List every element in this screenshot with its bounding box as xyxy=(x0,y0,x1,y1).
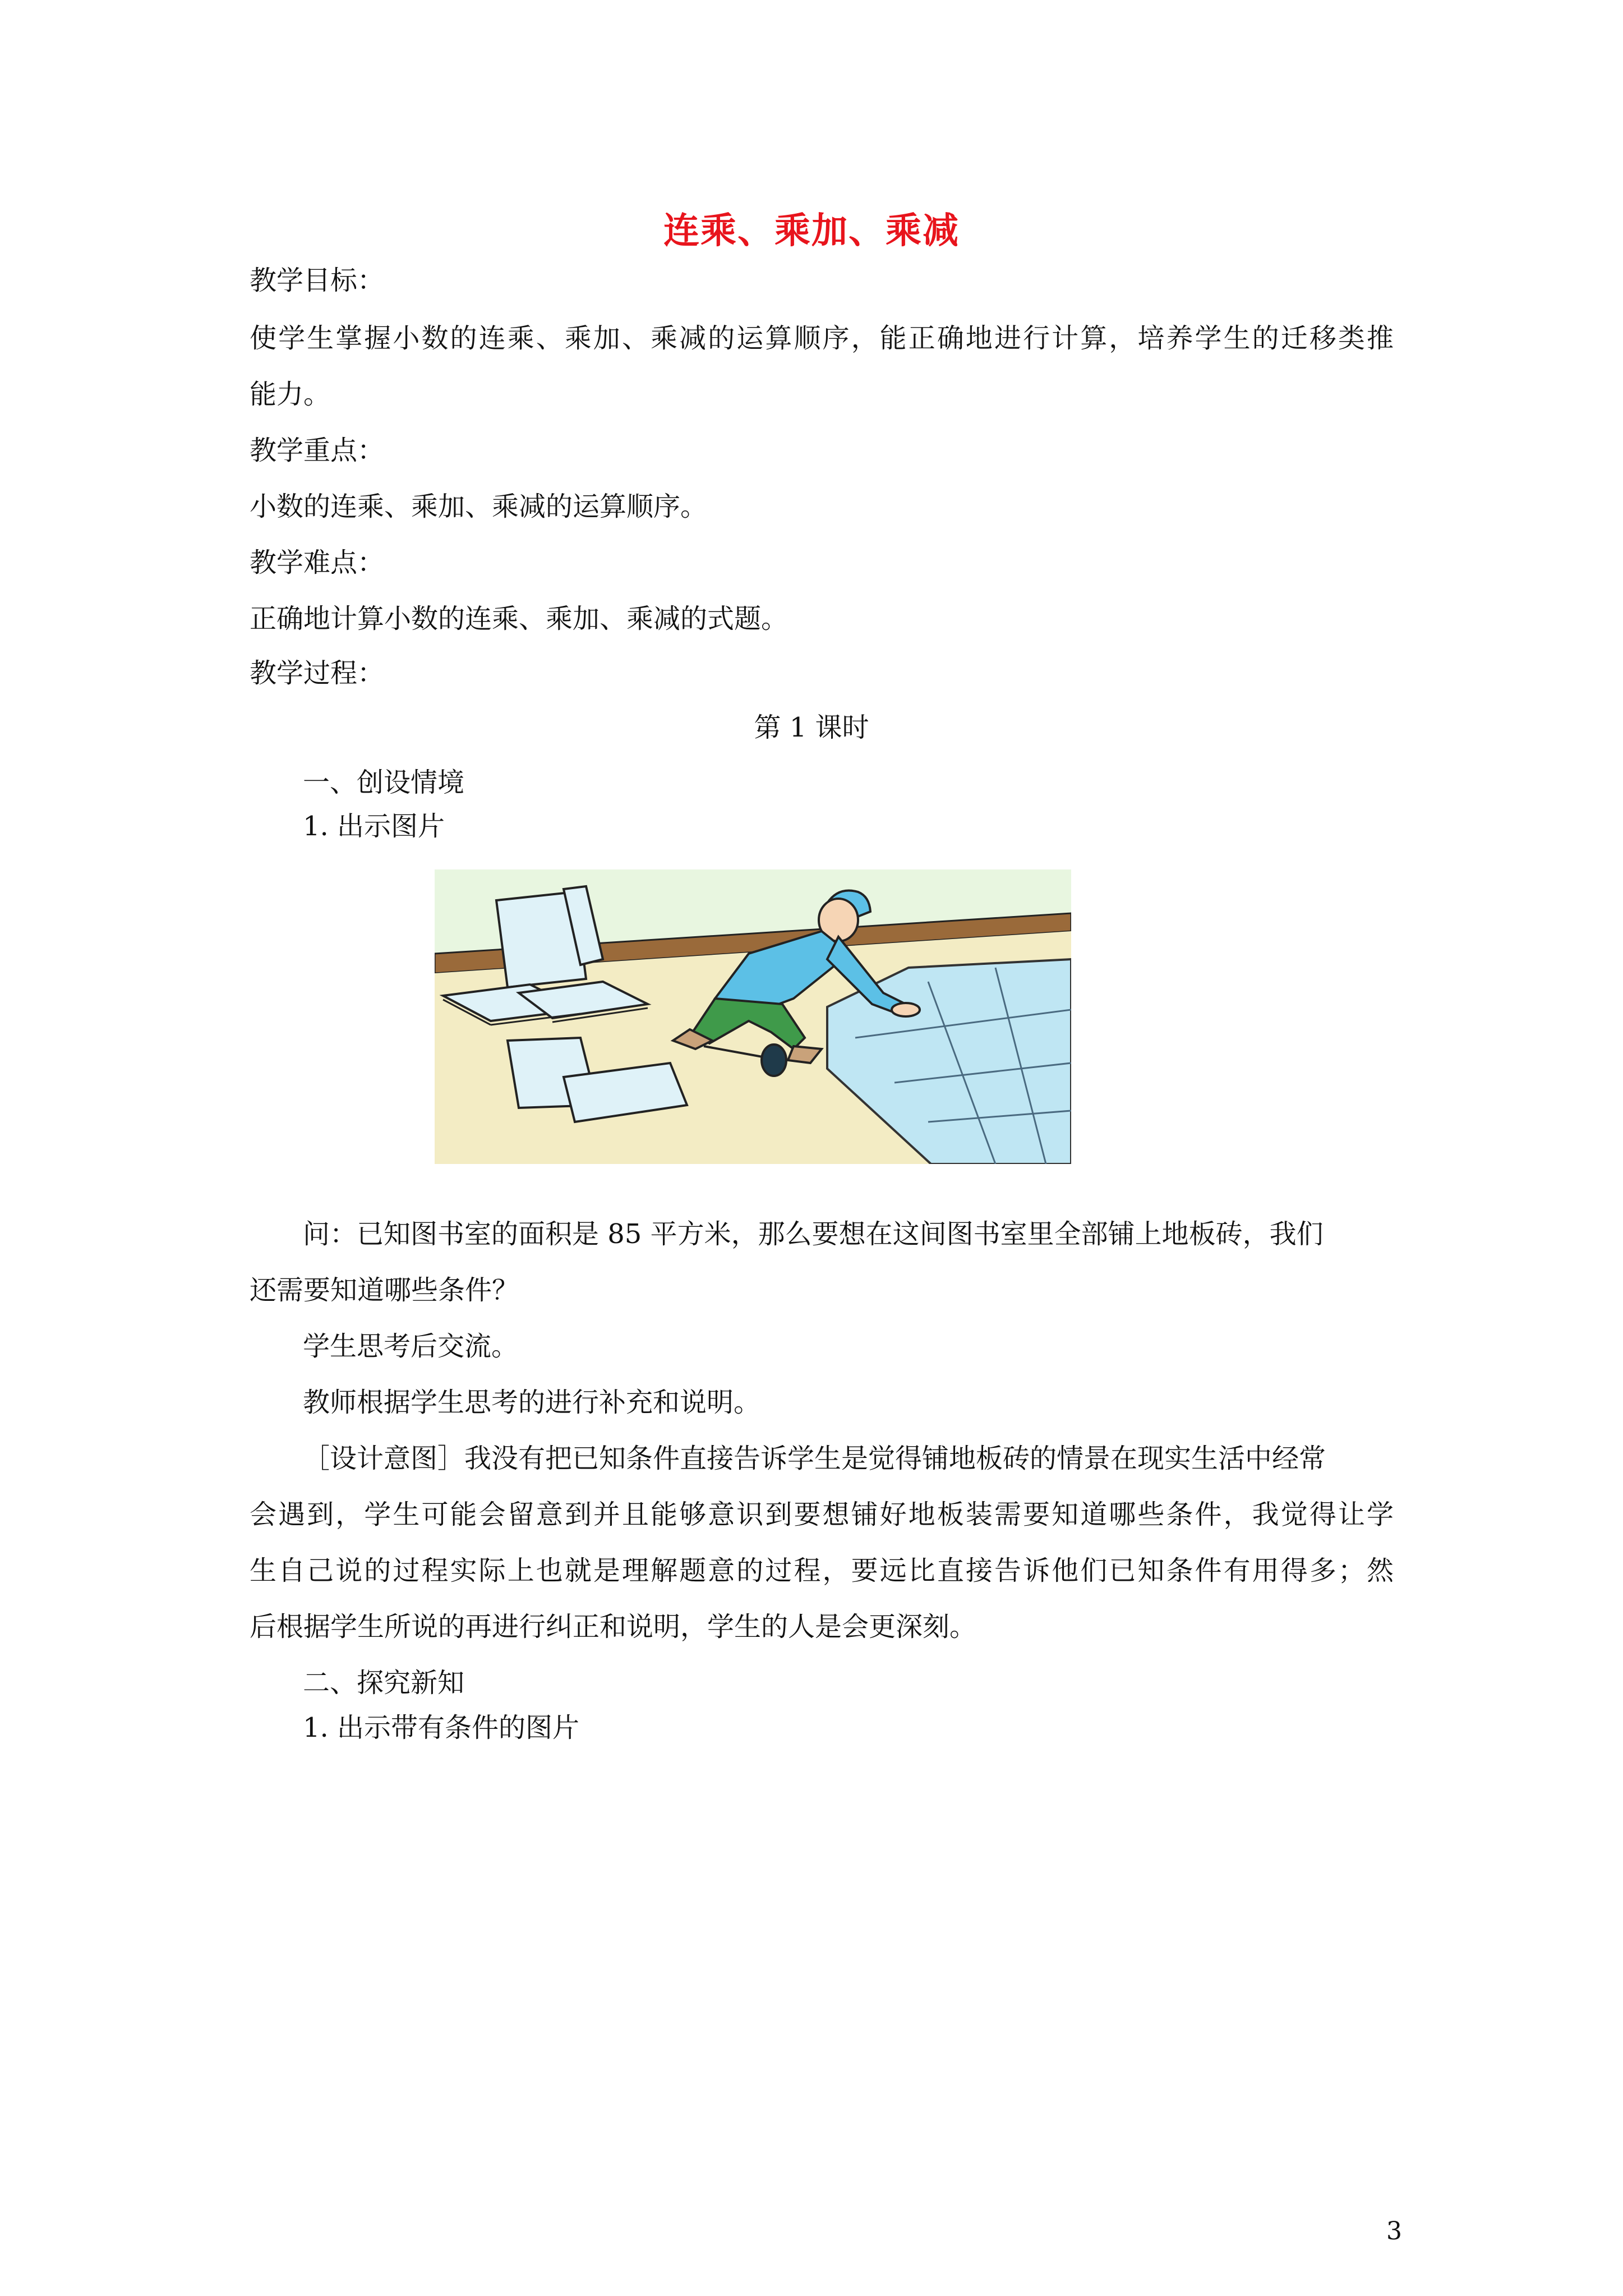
keypoint-text: 小数的连乘、乘加、乘减的运算顺序。 xyxy=(250,491,708,522)
tiling-illustration xyxy=(435,869,1071,1164)
design-intent-line-1: ［设计意图］我没有把已知条件直接告诉学生是觉得铺地板砖的情景在现实生活中经常 xyxy=(303,1443,1326,1474)
question-line-1: 问：已知图书室的面积是 85 平方米，那么要想在这间图书室里全部铺上地板砖，我们 xyxy=(303,1218,1324,1250)
section-heading-1: 一、创设情境 xyxy=(303,767,465,798)
design-intent-line-4: 后根据学生所说的再进行纠正和说明，学生的人是会更深刻。 xyxy=(250,1611,977,1642)
difficulty-text: 正确地计算小数的连乘、乘加、乘减的式题。 xyxy=(250,603,789,634)
design-intent-line-3: 生自己说的过程实际上也就是理解题意的过程，要远比直接告诉他们已知条件有用得多；然 xyxy=(250,1555,1394,1586)
design-intent-line-2: 会遇到，学生可能会留意到并且能够意识到要想铺好地板装需要知道哪些条件，我觉得让学 xyxy=(250,1499,1394,1530)
question-line-2: 还需要知道哪些条件？ xyxy=(250,1274,519,1306)
objective-heading: 教学目标： xyxy=(250,265,385,296)
difficulty-heading: 教学难点： xyxy=(250,547,385,578)
page-number: 3 xyxy=(1386,2217,1402,2246)
student-exchange: 学生思考后交流。 xyxy=(303,1331,519,1362)
page-title: 连乘、乘加、乘减 xyxy=(663,210,960,252)
lesson-label: 第 1 课时 xyxy=(754,712,869,743)
objective-text-line-1: 使学生掌握小数的连乘、乘加、乘减的运算顺序，能正确地进行计算，培养学生的迁移类推 xyxy=(250,323,1394,354)
teacher-note: 教师根据学生思考的进行补充和说明。 xyxy=(303,1387,761,1418)
section-heading-2: 二、探究新知 xyxy=(303,1667,465,1699)
step-1: 1. 出示图片 xyxy=(303,811,445,842)
objective-text-line-2: 能力。 xyxy=(250,379,331,410)
process-heading: 教学过程： xyxy=(250,657,385,689)
step-2: 1. 出示带有条件的图片 xyxy=(303,1712,580,1743)
keypoint-heading: 教学重点： xyxy=(250,435,385,466)
